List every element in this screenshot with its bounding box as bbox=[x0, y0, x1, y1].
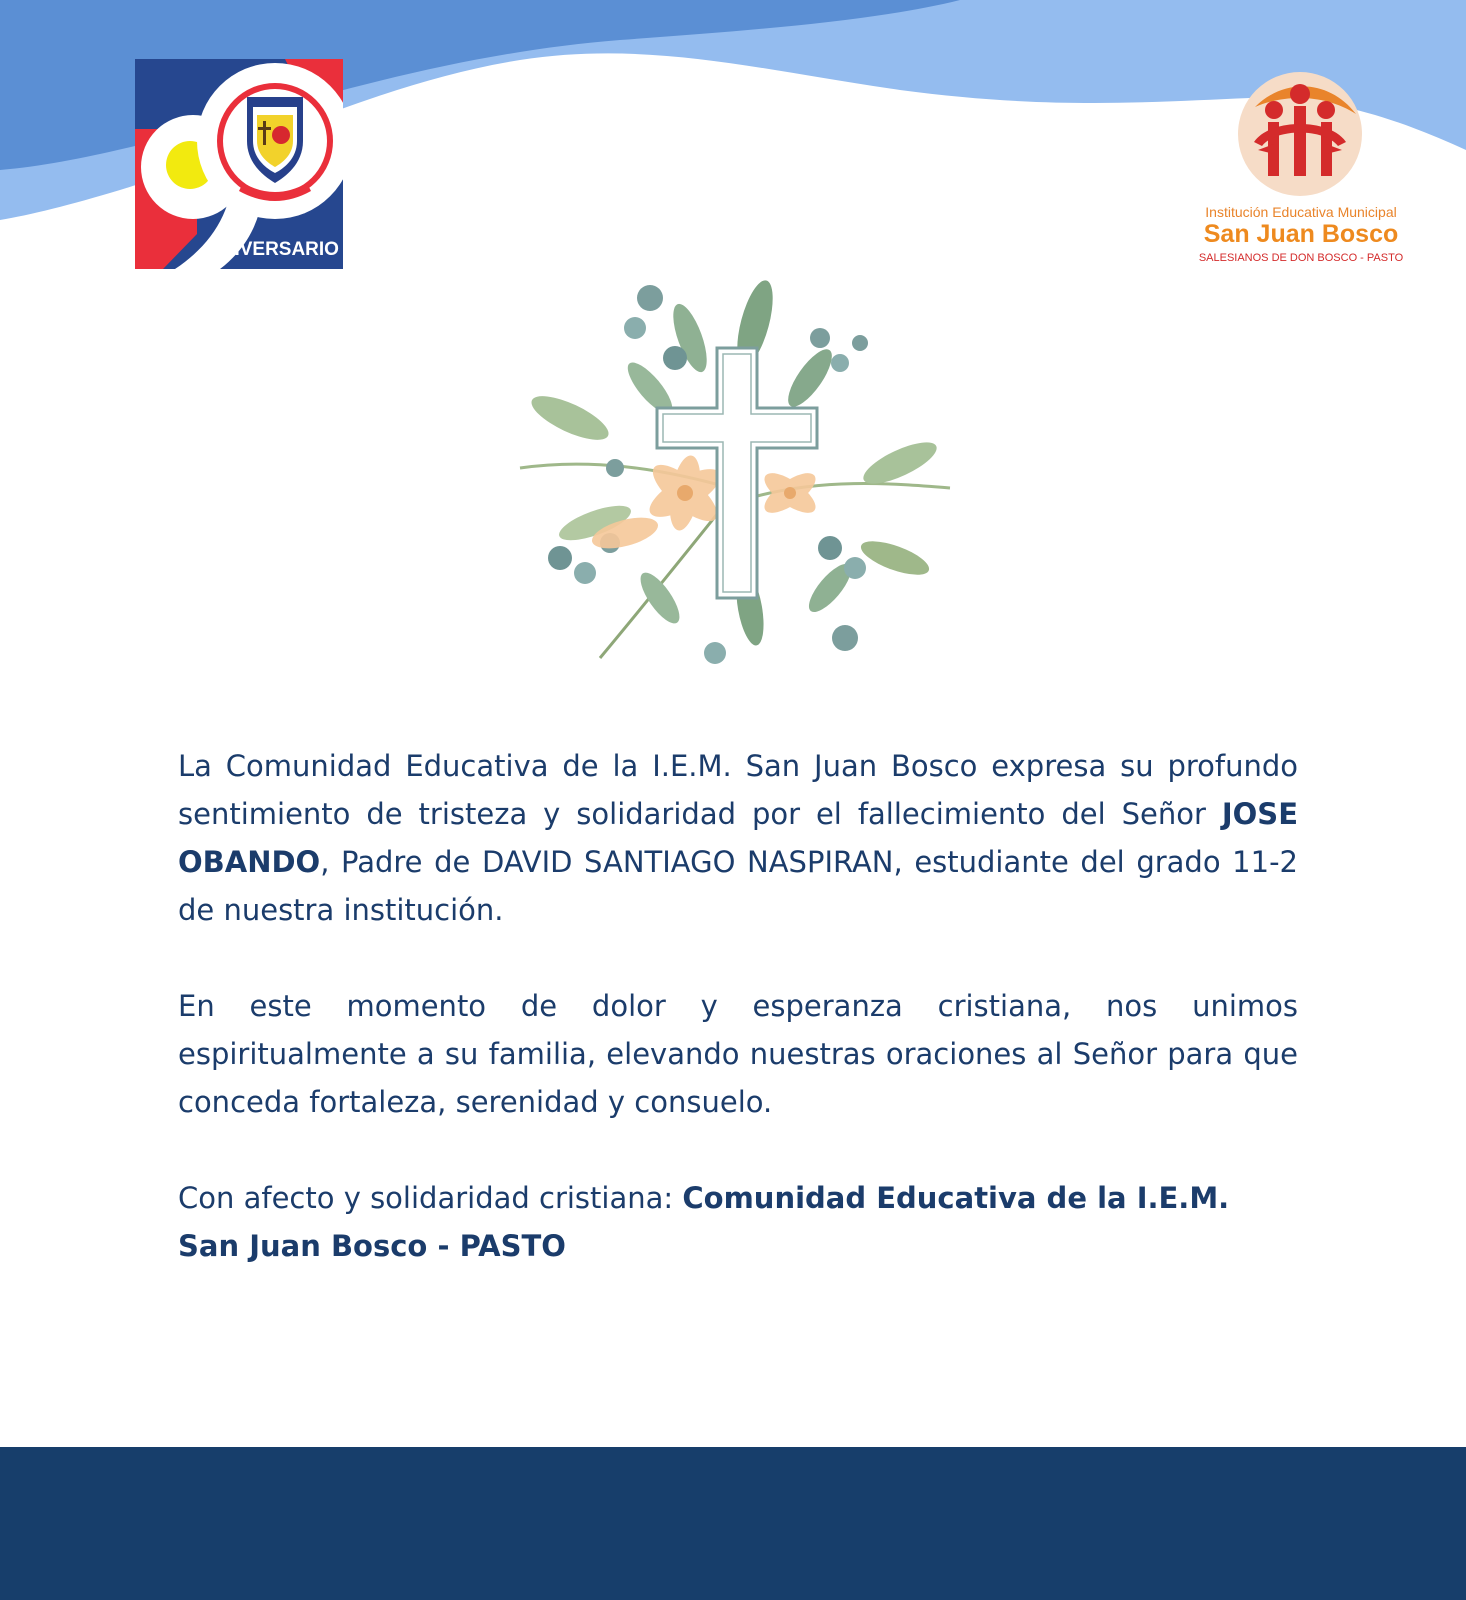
closing-intro: Con afecto y solidaridad cristiana: bbox=[178, 1181, 683, 1215]
anniversary-logo bbox=[135, 59, 343, 269]
message-relation: , Padre de DAVID SANTIAGO NASPIRAN, estudiante del grado 11-2 de nuestra institución. bbox=[178, 845, 1298, 927]
institution-subtitle: SALESIANOS DE DON BOSCO - PASTO bbox=[1198, 252, 1404, 264]
message-closing bbox=[178, 1174, 1298, 1270]
closing-signature: Comunidad Educativa de la I.E.M. San Juan Bosco - PASTO bbox=[178, 1181, 1230, 1263]
message-paragraph-1 bbox=[178, 742, 1298, 934]
footer-band bbox=[0, 1447, 1466, 1600]
message-paragraph-2: En este momento de dolor y esperanza cristiana, nos unimos espiritualmente a su familia, elevando nuestras oraciones al Señor para que conceda fortaleza, serenidad y consuelo. bbox=[178, 989, 1298, 1119]
anniversary-caption: ANIVERSARIO bbox=[207, 239, 339, 260]
deceased-name: JOSE OBANDO bbox=[178, 797, 1298, 879]
floral-cross-icon bbox=[500, 268, 970, 678]
message-intro: La Comunidad Educativa de la I.E.M. San Juan Bosco expresa su profundo sentimiento de tristeza y solidaridad por el fallecimiento del Señor bbox=[178, 749, 1298, 831]
institution-logo bbox=[1186, 72, 1416, 272]
institution-name: San Juan Bosco bbox=[1203, 220, 1399, 248]
institution-type: Institución Educativa Municipal bbox=[1205, 204, 1397, 220]
condolence-message bbox=[178, 742, 1298, 1270]
salesian-family-icon bbox=[1230, 72, 1370, 200]
